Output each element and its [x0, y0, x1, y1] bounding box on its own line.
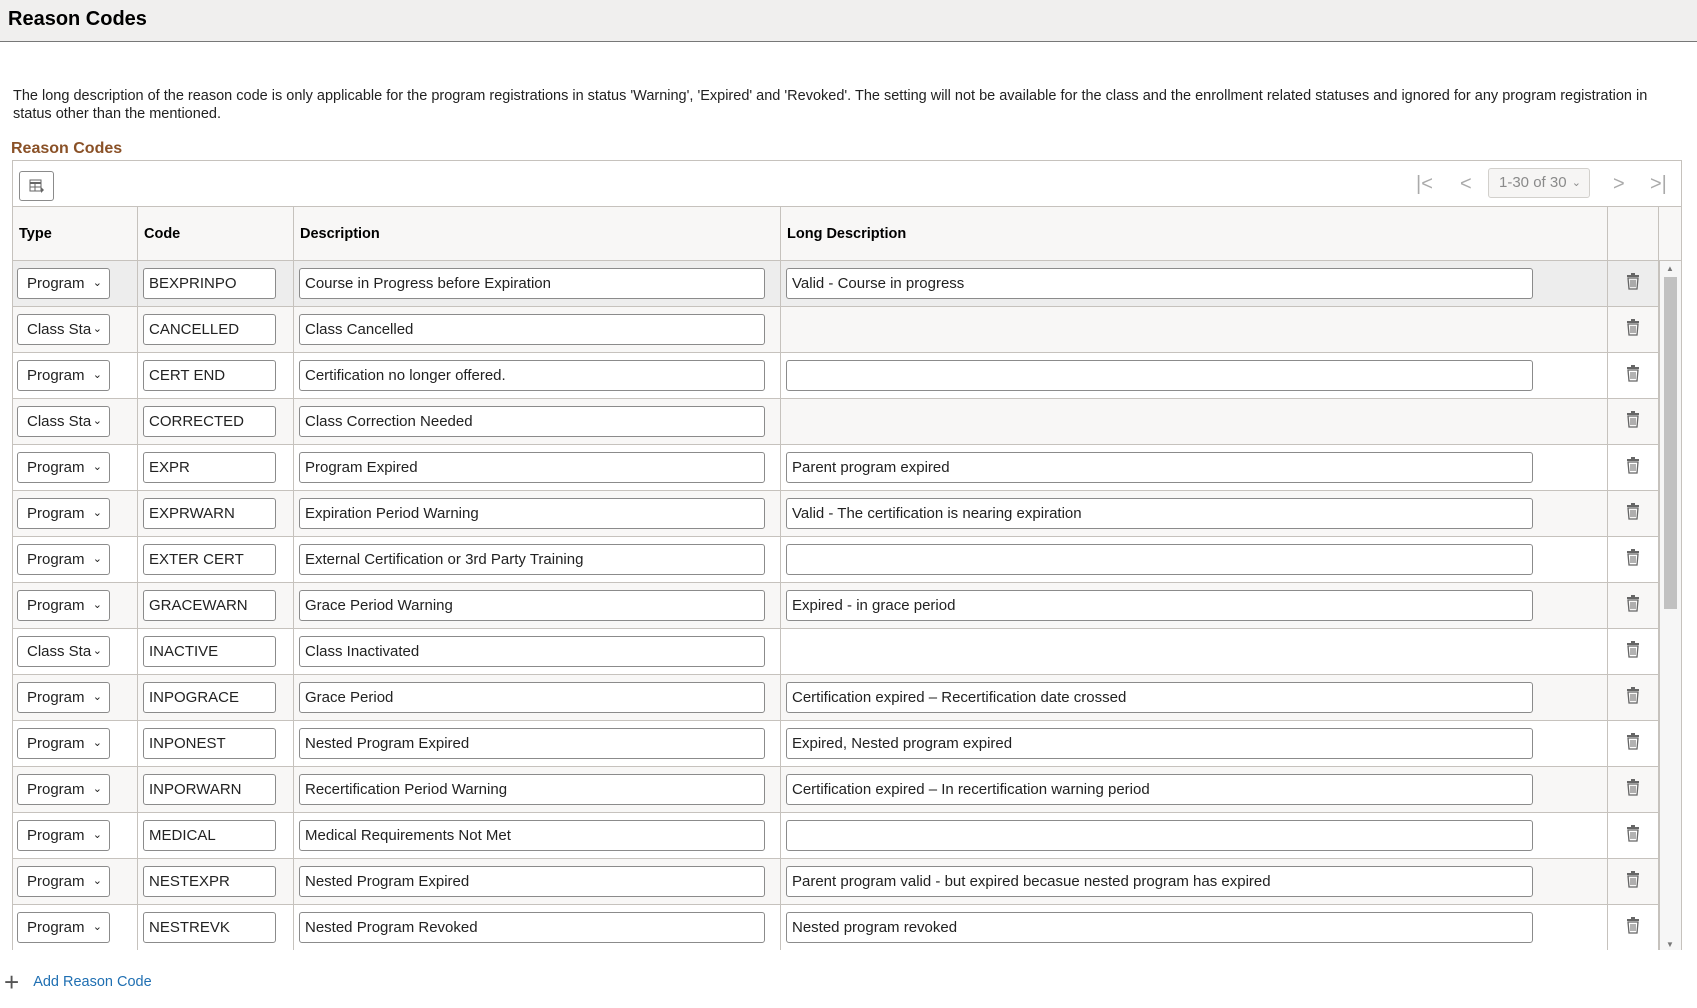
page-title: Reason Codes	[8, 8, 147, 30]
long-description-cell	[781, 905, 1608, 950]
long-description-cell	[781, 445, 1608, 491]
long-description-input[interactable]: Valid - The certification is nearing expiration	[786, 498, 1533, 529]
long-description-input[interactable]: Parent program valid - but expired becasue nested program has expired	[786, 866, 1533, 897]
code-input[interactable]: INPORWARN	[143, 774, 276, 805]
description-cell	[294, 905, 781, 950]
delete-cell	[1608, 491, 1659, 537]
long-description-cell	[781, 399, 1608, 445]
grid-toolbar	[13, 161, 1681, 207]
code-input[interactable]: EXTER CERT	[143, 544, 276, 575]
code-cell	[138, 307, 294, 353]
description-input[interactable]: Class Correction Needed	[299, 406, 765, 437]
code-cell	[138, 583, 294, 629]
description-input[interactable]: External Certification or 3rd Party Training	[299, 544, 765, 575]
type-value: Program	[27, 505, 85, 522]
chevron-down-icon: ⌄	[92, 461, 102, 473]
next-page-icon[interactable]: >	[1613, 173, 1625, 195]
description-cell	[294, 721, 781, 767]
type-cell	[13, 399, 138, 445]
code-cell	[138, 629, 294, 675]
delete-row-icon[interactable]	[1626, 549, 1640, 571]
long-description-input[interactable]: Parent program expired	[786, 452, 1533, 483]
description-cell	[294, 353, 781, 399]
delete-cell	[1608, 629, 1659, 675]
type-cell	[13, 905, 138, 950]
type-value: Program	[27, 781, 85, 798]
long-description-input[interactable]	[786, 544, 1533, 575]
table-row	[13, 905, 1659, 950]
table-row	[13, 307, 1659, 353]
table-row	[13, 813, 1659, 859]
chevron-down-icon: ⌄	[92, 507, 102, 519]
type-cell	[13, 491, 138, 537]
type-value: Program	[27, 551, 85, 568]
description-cell	[294, 399, 781, 445]
type-cell	[13, 445, 138, 491]
type-select[interactable]	[17, 268, 110, 299]
type-select[interactable]	[17, 314, 110, 345]
long-description-cell	[781, 261, 1608, 307]
description-cell	[294, 307, 781, 353]
delete-row-icon[interactable]	[1626, 273, 1640, 295]
long-description-input[interactable]	[786, 360, 1533, 391]
delete-cell	[1608, 583, 1659, 629]
type-cell	[13, 307, 138, 353]
description-cell	[294, 767, 781, 813]
long-description-cell	[781, 353, 1608, 399]
description-cell	[294, 859, 781, 905]
type-select[interactable]	[17, 452, 110, 483]
long-description-cell	[781, 537, 1608, 583]
type-select[interactable]	[17, 774, 110, 805]
description-input[interactable]: Program Expired	[299, 452, 765, 483]
code-cell	[138, 353, 294, 399]
type-select[interactable]	[17, 682, 110, 713]
chevron-down-icon: ⌄	[92, 783, 102, 795]
delete-row-icon[interactable]	[1626, 641, 1640, 663]
type-cell	[13, 537, 138, 583]
description-input[interactable]: Recertification Period Warning	[299, 774, 765, 805]
code-input[interactable]: CERT END	[143, 360, 276, 391]
delete-cell	[1608, 445, 1659, 491]
type-cell	[13, 721, 138, 767]
type-cell	[13, 767, 138, 813]
type-select[interactable]	[17, 866, 110, 897]
chevron-down-icon: ⌄	[1571, 177, 1581, 189]
code-cell	[138, 721, 294, 767]
type-cell	[13, 675, 138, 721]
chevron-down-icon: ⌄	[92, 277, 102, 289]
delete-row-icon[interactable]	[1626, 595, 1640, 617]
code-cell	[138, 261, 294, 307]
chevron-down-icon: ⌄	[92, 875, 102, 887]
table-row	[13, 675, 1659, 721]
description-input[interactable]: Class Inactivated	[299, 636, 765, 667]
delete-cell	[1608, 353, 1659, 399]
type-select[interactable]	[17, 590, 110, 621]
long-description-input[interactable]: Certification expired – In recertification warning period	[786, 774, 1533, 805]
chevron-down-icon: ⌄	[92, 415, 102, 427]
plus-icon: +	[4, 967, 20, 997]
code-cell	[138, 905, 294, 950]
code-input[interactable]: NESTREVK	[143, 912, 276, 943]
table-row	[13, 537, 1659, 583]
description-input[interactable]: Medical Requirements Not Met	[299, 820, 765, 851]
description-cell	[294, 583, 781, 629]
vertical-scrollbar[interactable]	[1659, 261, 1682, 950]
type-cell	[13, 353, 138, 399]
type-select[interactable]	[17, 544, 110, 575]
type-value: Class Sta	[27, 321, 92, 338]
table-row	[13, 261, 1659, 307]
delete-row-icon[interactable]	[1626, 411, 1640, 433]
type-value: Program	[27, 597, 85, 614]
long-description-input[interactable]: Nested program revoked	[786, 912, 1533, 943]
delete-row-icon[interactable]	[1626, 871, 1640, 893]
code-cell	[138, 813, 294, 859]
delete-row-icon[interactable]	[1626, 825, 1640, 847]
add-reason-code-label: Add Reason Code	[33, 974, 152, 990]
code-cell	[138, 537, 294, 583]
last-page-icon[interactable]: >|	[1650, 173, 1667, 195]
delete-cell	[1608, 905, 1659, 950]
type-cell	[13, 583, 138, 629]
description-input[interactable]: Nested Program Revoked	[299, 912, 765, 943]
code-cell	[138, 675, 294, 721]
code-input[interactable]: INACTIVE	[143, 636, 276, 667]
long-description-cell	[781, 767, 1608, 813]
column-header-long-description: Long Description	[781, 207, 1608, 261]
description-input[interactable]: Certification no longer offered.	[299, 360, 765, 391]
section-title: Reason Codes	[11, 140, 123, 157]
chevron-down-icon: ⌄	[92, 323, 102, 335]
grid-header	[13, 207, 1681, 261]
page-range-select[interactable]	[1488, 168, 1590, 198]
code-cell	[138, 399, 294, 445]
delete-row-icon[interactable]	[1626, 917, 1640, 939]
description-cell	[294, 629, 781, 675]
delete-row-icon[interactable]	[1626, 319, 1640, 341]
table-row	[13, 721, 1659, 767]
delete-cell	[1608, 813, 1659, 859]
column-header-description: Description	[294, 207, 781, 261]
description-cell	[294, 537, 781, 583]
type-value: Program	[27, 367, 85, 384]
type-select[interactable]	[17, 820, 110, 851]
type-cell	[13, 629, 138, 675]
type-select[interactable]	[17, 360, 110, 391]
table-row	[13, 399, 1659, 445]
scrollbar-thumb[interactable]	[1664, 277, 1677, 609]
description-input[interactable]: Grace Period	[299, 682, 765, 713]
type-cell	[13, 261, 138, 307]
table-row	[13, 491, 1659, 537]
page-header	[0, 0, 1697, 42]
code-cell	[138, 491, 294, 537]
code-input[interactable]: GRACEWARN	[143, 590, 276, 621]
scroll-down-icon[interactable]: ▼	[1666, 940, 1674, 949]
add-reason-code-button[interactable]	[4, 967, 152, 997]
chevron-down-icon: ⌄	[92, 553, 102, 565]
type-value: Program	[27, 827, 85, 844]
long-description-input[interactable]: Expired - in grace period	[786, 590, 1533, 621]
type-select[interactable]	[17, 406, 110, 437]
delete-row-icon[interactable]	[1626, 733, 1640, 755]
long-description-cell	[781, 583, 1608, 629]
long-description-input[interactable]: Valid - Course in progress	[786, 268, 1533, 299]
previous-page-icon[interactable]: <	[1460, 173, 1472, 195]
column-header-delete	[1608, 207, 1659, 261]
reason-codes-grid	[12, 160, 1682, 950]
code-input[interactable]: CANCELLED	[143, 314, 276, 345]
code-input[interactable]: MEDICAL	[143, 820, 276, 851]
description-cell	[294, 261, 781, 307]
delete-cell	[1608, 859, 1659, 905]
long-description-cell	[781, 721, 1608, 767]
code-input[interactable]: EXPRWARN	[143, 498, 276, 529]
type-cell	[13, 813, 138, 859]
type-select[interactable]	[17, 498, 110, 529]
description-cell	[294, 675, 781, 721]
description-input[interactable]: Nested Program Expired	[299, 866, 765, 897]
long-description-input[interactable]	[786, 820, 1533, 851]
code-cell	[138, 445, 294, 491]
table-row	[13, 583, 1659, 629]
code-input[interactable]: INPOGRACE	[143, 682, 276, 713]
delete-cell	[1608, 399, 1659, 445]
long-description-input[interactable]: Certification expired – Recertification date crossed	[786, 682, 1533, 713]
long-description-cell	[781, 491, 1608, 537]
code-cell	[138, 767, 294, 813]
delete-row-icon[interactable]	[1626, 365, 1640, 387]
type-select[interactable]	[17, 636, 110, 667]
description-input[interactable]: Class Cancelled	[299, 314, 765, 345]
delete-cell	[1608, 261, 1659, 307]
type-select[interactable]	[17, 912, 110, 943]
type-select[interactable]	[17, 728, 110, 759]
intro-text: The long description of the reason code is only applicable for the program registrations in status 'Warning', 'Expired' and 'Revoked'. The setting will not be available for the class and the enrollment related statuses and ignored for any program registration in status other than the mentioned.	[13, 88, 1648, 122]
long-description-cell	[781, 307, 1608, 353]
delete-cell	[1608, 721, 1659, 767]
delete-cell	[1608, 767, 1659, 813]
table-row	[13, 767, 1659, 813]
description-input[interactable]: Course in Progress before Expiration	[299, 268, 765, 299]
table-row	[13, 445, 1659, 491]
code-input[interactable]: CORRECTED	[143, 406, 276, 437]
long-description-cell	[781, 629, 1608, 675]
long-description-input[interactable]: Expired, Nested program expired	[786, 728, 1533, 759]
type-value: Program	[27, 919, 85, 936]
chevron-down-icon: ⌄	[92, 737, 102, 749]
delete-row-icon[interactable]	[1626, 503, 1640, 525]
first-page-icon[interactable]: |<	[1416, 173, 1433, 195]
delete-cell	[1608, 537, 1659, 583]
column-header-code: Code	[138, 207, 294, 261]
scroll-up-icon[interactable]: ▲	[1666, 264, 1674, 273]
description-input[interactable]: Grace Period Warning	[299, 590, 765, 621]
chevron-down-icon: ⌄	[92, 599, 102, 611]
type-value: Class Sta	[27, 643, 92, 660]
code-input[interactable]: EXPR	[143, 452, 276, 483]
personalize-grid-button[interactable]	[19, 171, 54, 201]
description-cell	[294, 813, 781, 859]
type-value: Class Sta	[27, 413, 92, 430]
code-input[interactable]: BEXPRINPO	[143, 268, 276, 299]
chevron-down-icon: ⌄	[92, 645, 102, 657]
delete-row-icon[interactable]	[1626, 687, 1640, 709]
type-value: Program	[27, 275, 85, 292]
chevron-down-icon: ⌄	[92, 921, 102, 933]
type-cell	[13, 859, 138, 905]
delete-cell	[1608, 675, 1659, 721]
type-value: Program	[27, 459, 85, 476]
code-input[interactable]: NESTEXPR	[143, 866, 276, 897]
type-value: Program	[27, 873, 85, 890]
long-description-cell	[781, 675, 1608, 721]
type-value: Program	[27, 735, 85, 752]
delete-cell	[1608, 307, 1659, 353]
chevron-down-icon: ⌄	[92, 369, 102, 381]
table-row	[13, 353, 1659, 399]
description-input[interactable]: Nested Program Expired	[299, 728, 765, 759]
delete-row-icon[interactable]	[1626, 457, 1640, 479]
grid-settings-icon	[29, 179, 45, 194]
long-description-cell	[781, 813, 1608, 859]
long-description-cell	[781, 859, 1608, 905]
table-row	[13, 859, 1659, 905]
code-input[interactable]: INPONEST	[143, 728, 276, 759]
description-input[interactable]: Expiration Period Warning	[299, 498, 765, 529]
code-cell	[138, 859, 294, 905]
table-row	[13, 629, 1659, 675]
type-value: Program	[27, 689, 85, 706]
description-cell	[294, 445, 781, 491]
description-cell	[294, 491, 781, 537]
delete-row-icon[interactable]	[1626, 779, 1640, 801]
chevron-down-icon: ⌄	[92, 829, 102, 841]
chevron-down-icon: ⌄	[92, 691, 102, 703]
page-range: 1-30 of 30	[1499, 174, 1567, 191]
column-header-type: Type	[13, 207, 138, 261]
